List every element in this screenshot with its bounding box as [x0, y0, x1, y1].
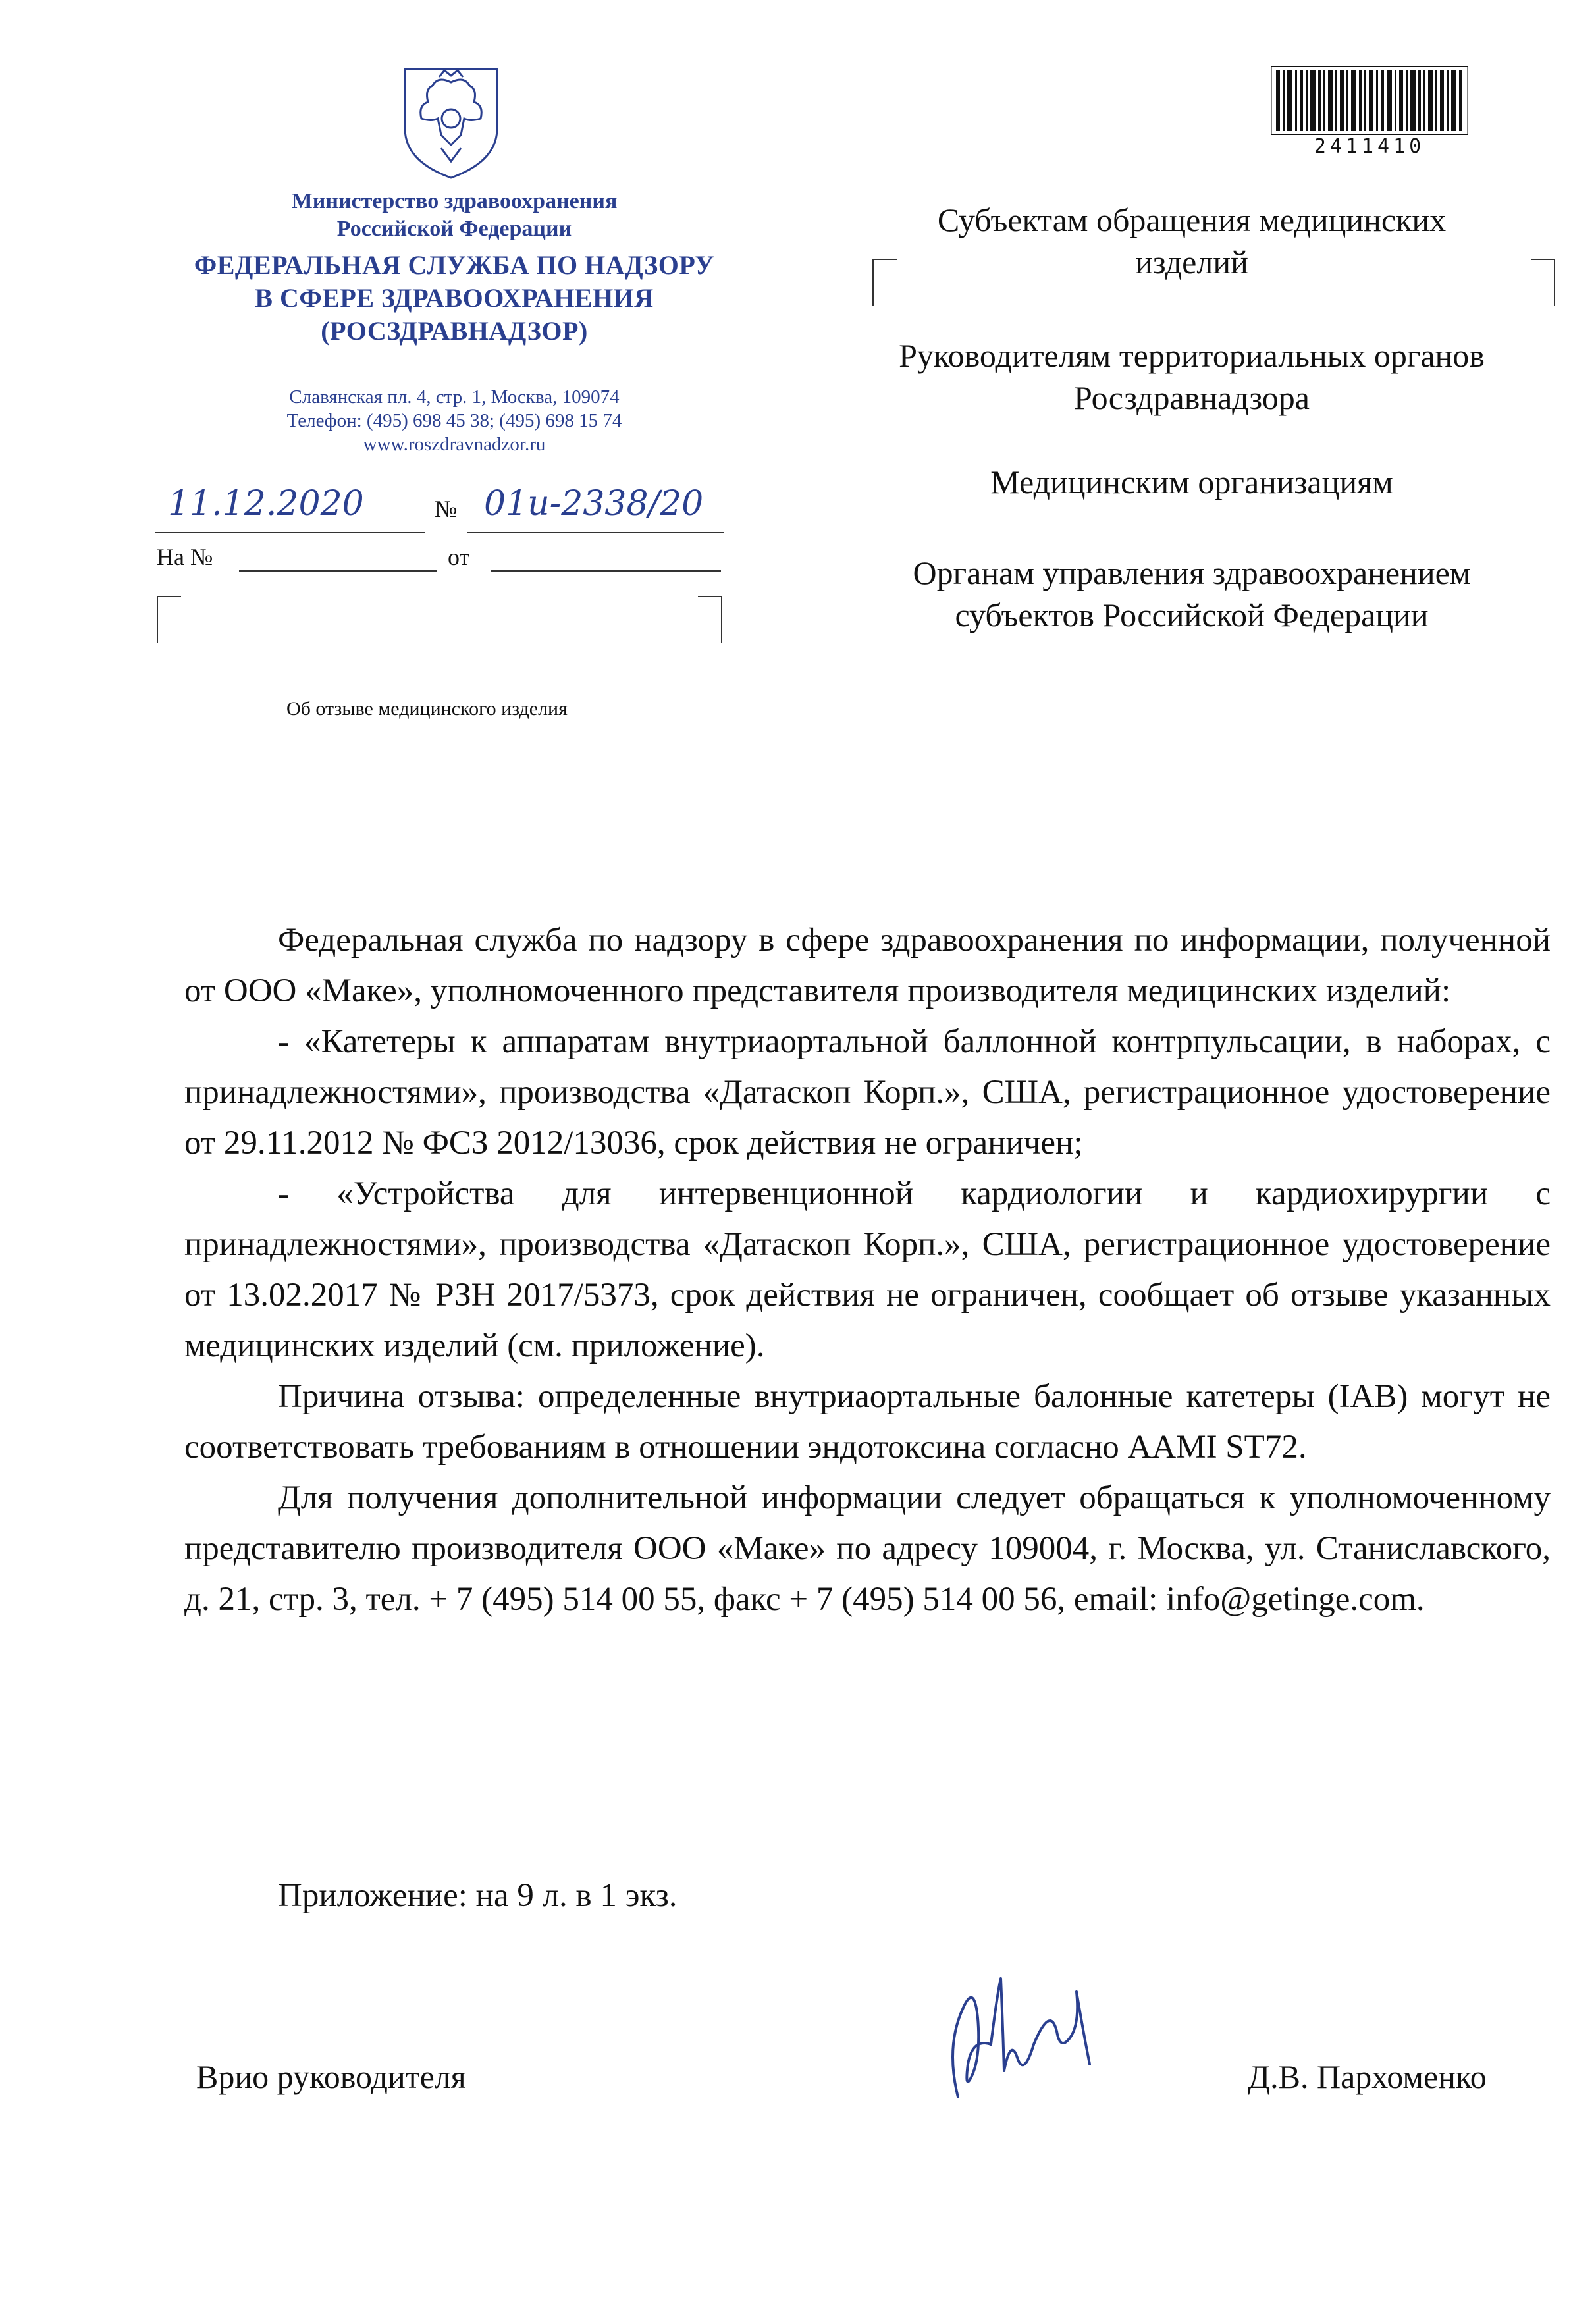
signatory-title: Врио руководителя: [196, 2058, 466, 2095]
corner-bracket: [698, 596, 722, 643]
body-paragraph: - «Устройства для интервенционной кардиологии и кардиохирургии с принадлежностями», производства «Датаскоп Корп.», США, регистрационное удостоверение от 13.02.2017 № РЗН 2017/5373, срок действия не ограничен, сообщает об отзыве указанных медицинских изделий (см. приложение).: [184, 1175, 1551, 1364]
recipient-2: Руководителям территориальных органов Росздравнадзора: [899, 337, 1485, 416]
handwritten-signature-icon: [918, 1965, 1116, 2110]
body-paragraph: Причина отзыва: определенные внутриаортальные балонные катетеры (IAB) могут не соответствовать требованиям в отношении эндотоксина согласно AAMI ST72.: [184, 1378, 1551, 1466]
attachment-note: Приложение: на 9 л. в 1 экз.: [278, 1877, 678, 1914]
ministry-name: Министерство здравоохранения Российской Федерации: [291, 189, 618, 241]
reference-date: 11.12.2020: [168, 484, 364, 523]
service-name: ФЕДЕРАЛЬНАЯ СЛУЖБА ПО НАДЗОРУ В СФЕРЕ ЗДРАВООХРАНЕНИЯ (РОСЗДРАВНАДЗОР): [194, 250, 715, 346]
agency-address: Славянская пл. 4, стр. 1, Москва, 109074 Телефон: (495) 698 45 38; (495) 698 15 74 www.roszdravnadzor.ru: [286, 386, 622, 455]
letter-subject: Об отзыве медицинского изделия: [286, 698, 568, 720]
barcode-icon: [1271, 66, 1468, 135]
incoming-date-blank: [491, 570, 721, 572]
body-paragraph: Федеральная служба по надзору в сфере здравоохранения по информации, полученной от ООО «Маке», уполномоченного представителя производителя медицинских изделий:: [184, 922, 1551, 1009]
coat-of-arms-icon: [385, 56, 517, 181]
reference-line: [155, 484, 859, 530]
recipient-4: Органам управления здравоохранением субъектов Российской Федерации: [913, 554, 1471, 633]
reference-date-underline: [155, 532, 425, 533]
recipient-3: Медицинским организациям: [990, 464, 1393, 500]
recipient-1: Субъектам обращения медицинских изделий: [937, 201, 1447, 280]
body-paragraph: Для получения дополнительной информации следует обращаться к уполномоченному представителю производителя ООО «Маке» по адресу 109004, г. Москва, ул. Станиславского, д. 21, стр. 3, тел. + 7 (495) 514 00 55, факс + 7 (495) 514 00 56, email: info@getinge.com.: [184, 1479, 1551, 1618]
incoming-date-label: от: [448, 544, 470, 570]
incoming-number-label: На №: [157, 544, 213, 570]
number-sign: №: [435, 496, 458, 522]
barcode-number: 2411410: [1314, 135, 1425, 158]
letter-body: [184, 915, 1551, 1625]
reference-number: 01и-2338/20: [484, 484, 704, 523]
signatory-name: Д.В. Пархоменко: [1248, 2058, 1487, 2095]
incoming-number-blank: [239, 570, 437, 572]
corner-bracket: [157, 596, 181, 643]
body-paragraph: - «Катетеры к аппаратам внутриаортальной баллонной контрпульсации, в наборах, с принадлежностями», производства «Датаскоп Корп.», США, регистрационное удостоверение от 29.11.2012 № ФСЗ 2012/13036, срок действия не ограничен;: [184, 1023, 1551, 1161]
reference-number-underline: [467, 532, 724, 533]
